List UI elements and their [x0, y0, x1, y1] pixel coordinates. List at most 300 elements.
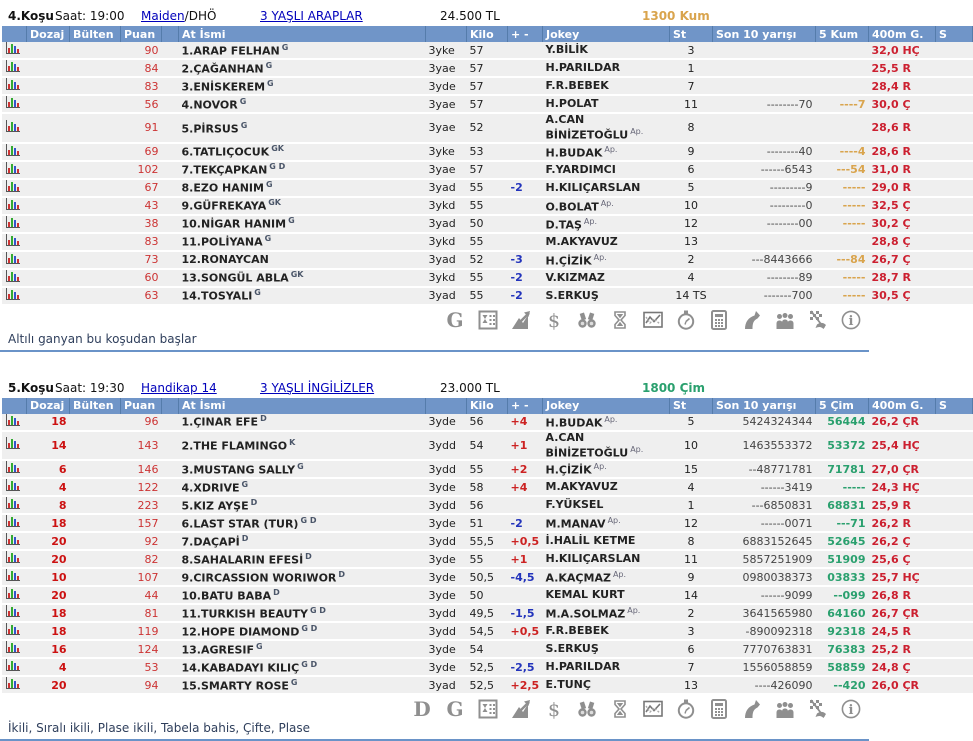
horse-stats-chart-icon[interactable] [2, 414, 27, 431]
cell-delta [508, 233, 543, 251]
horse-stats-chart-icon[interactable] [2, 622, 27, 640]
cell-blank [162, 215, 179, 233]
cell-m400: 29,0 R [869, 179, 936, 197]
cell-age: 3yde [426, 514, 467, 532]
horse-stats-chart-icon[interactable] [2, 233, 27, 251]
apprentice-tag: Ap. [627, 606, 641, 616]
horse-stats-chart-icon[interactable] [2, 676, 27, 694]
jockeys-icon[interactable] [775, 699, 795, 719]
cell-st: 3 [670, 42, 713, 59]
horse-equipment-tag: D [260, 414, 267, 424]
apprentice-tag: Ap. [583, 216, 597, 226]
race-condition [141, 381, 260, 395]
cell-son10: ------9099 [713, 586, 816, 604]
cell-son10: ------0071 [713, 514, 816, 532]
cell-dozaj [27, 197, 70, 215]
column-header-blank [2, 26, 27, 42]
horse-row [2, 514, 973, 532]
cell-last5: --099 [816, 586, 869, 604]
horse-stats-chart-icon[interactable] [2, 550, 27, 568]
race-5-section [0, 379, 947, 741]
cell-last5: ----4 [816, 143, 869, 161]
agf-hourglass-calculator-icon[interactable] [478, 699, 498, 719]
cell-age: 3yde [426, 414, 467, 431]
cell-jokey [543, 233, 670, 251]
cell-jokey [543, 550, 670, 568]
horse-equipment-tag: D [305, 551, 312, 561]
column-header-m400: 400m G. [869, 398, 936, 414]
horse-stats-chart-icon[interactable] [2, 287, 27, 305]
cell-bulten [70, 59, 121, 77]
horse-equipment-tag: G [297, 461, 304, 471]
cell-name [179, 460, 426, 478]
race-condition [141, 9, 260, 23]
horse-equipment-tag: D [250, 497, 258, 507]
horse-equipment-tag: G [267, 78, 274, 88]
jockey-name: M.AKYAVUZ [545, 234, 618, 248]
cell-blank [936, 197, 973, 215]
info-icon[interactable] [841, 699, 861, 719]
horse-row [2, 568, 973, 586]
horse-stats-chart-icon[interactable] [2, 478, 27, 496]
cell-kilo: 55 [467, 550, 508, 568]
cell-m400: 25,7 HÇ [869, 568, 936, 586]
horse-stats-chart-icon[interactable] [2, 514, 27, 532]
cell-puan: 56 [121, 95, 162, 113]
cell-last5: 58859 [816, 658, 869, 676]
jockey-name: O.BOLAT [545, 200, 599, 214]
cell-jokey [543, 179, 670, 197]
cell-m400: 26,2 Ç [869, 532, 936, 550]
finish-flag-icon[interactable] [808, 699, 828, 719]
cell-delta [508, 640, 543, 658]
agf-hourglass-calculator-icon[interactable] [478, 310, 498, 330]
cell-jokey [543, 215, 670, 233]
cell-dozaj: 18 [27, 414, 70, 431]
column-header-delta: + - [508, 398, 543, 414]
cell-delta [508, 143, 543, 161]
horse-name: 11.TURKISH BEAUTY [181, 607, 308, 621]
cell-dozaj [27, 143, 70, 161]
horse-stats-chart-icon[interactable] [2, 95, 27, 113]
cell-age: 3yde [426, 568, 467, 586]
apprentice-tag: Ap. [612, 570, 627, 580]
cell-puan: 102 [121, 161, 162, 179]
cell-blank [936, 233, 973, 251]
cell-bulten [70, 514, 121, 532]
cell-blank [162, 568, 179, 586]
horse-stats-chart-icon[interactable] [2, 143, 27, 161]
cell-jokey [543, 478, 670, 496]
cell-st: 7 [670, 658, 713, 676]
horse-stats-chart-icon[interactable] [2, 42, 27, 59]
binoculars-icon[interactable] [577, 310, 597, 330]
horse-equipment-tag: G [240, 120, 248, 130]
cell-dozaj [27, 42, 70, 59]
jockey-name: D.TAŞ [545, 218, 582, 232]
jockey-name: H.ÇİZİK [545, 254, 592, 268]
cell-blank [162, 514, 179, 532]
table-header-row [2, 26, 973, 42]
performance-chart-icon[interactable] [511, 699, 531, 719]
cell-st: 13 [670, 233, 713, 251]
cell-age: 3yad [426, 676, 467, 694]
column-header-kilo: Kilo [467, 398, 508, 414]
horse-stats-chart-icon[interactable] [2, 586, 27, 604]
cell-last5: 53372 [816, 431, 869, 461]
horse-name: 1.ARAP FELHAN [181, 44, 280, 58]
cell-blank [936, 269, 973, 287]
cell-delta: +0,5 [508, 622, 543, 640]
cell-puan: 223 [121, 496, 162, 514]
horse-equipment-tag: GK [290, 270, 304, 280]
cell-bulten [70, 431, 121, 461]
cell-delta: -3 [508, 251, 543, 269]
cell-puan: 91 [121, 113, 162, 143]
cell-m400: 30,0 Ç [869, 95, 936, 113]
cell-m400: 31,0 R [869, 161, 936, 179]
horse-equipment-tag: G [265, 180, 273, 190]
cell-age: 3ydd [426, 604, 467, 622]
cell-jokey [543, 460, 670, 478]
horse-equipment-tag: GK [271, 144, 284, 154]
ganyan-g-icon[interactable] [445, 697, 465, 722]
column-header-blank [162, 26, 179, 42]
horse-row [2, 586, 973, 604]
binoculars-icon[interactable] [577, 699, 597, 719]
cell-last5: ----- [816, 215, 869, 233]
cell-jokey [543, 640, 670, 658]
cell-son10: 7770763831 [713, 640, 816, 658]
form-graph-icon[interactable] [643, 310, 663, 330]
cell-kilo: 57 [467, 77, 508, 95]
horse-row [2, 287, 973, 305]
horse-stats-chart-icon[interactable] [2, 215, 27, 233]
horse-row [2, 478, 973, 496]
cell-age: 3yde [426, 550, 467, 568]
cell-son10: ------6543 [713, 161, 816, 179]
column-header-blank [426, 398, 467, 414]
horse-icon[interactable] [742, 310, 762, 330]
cell-last5: 03833 [816, 568, 869, 586]
horse-stats-chart-icon[interactable] [2, 77, 27, 95]
cell-bulten [70, 532, 121, 550]
cell-st: 8 [670, 532, 713, 550]
cell-dozaj: 16 [27, 640, 70, 658]
cell-st: 5 [670, 179, 713, 197]
cell-st: 2 [670, 604, 713, 622]
horse-stats-chart-icon[interactable] [2, 431, 27, 461]
horse-stats-chart-icon[interactable] [2, 197, 27, 215]
cell-bulten [70, 622, 121, 640]
cell-blank [162, 59, 179, 77]
jockeys-icon[interactable] [775, 310, 795, 330]
cell-son10 [713, 113, 816, 143]
horse-name: 10.BATU BABA [181, 589, 272, 603]
cell-m400: 28,4 R [869, 77, 936, 95]
cell-age: 3yde [426, 586, 467, 604]
cell-kilo: 50 [467, 586, 508, 604]
cell-st: 9 [670, 568, 713, 586]
horse-stats-chart-icon[interactable] [2, 161, 27, 179]
column-header-last5: 5 Çim [816, 398, 869, 414]
race-footer-note: Altılı ganyan bu koşudan başlar [8, 331, 197, 346]
jockey-name: F.R.BEBEK [545, 79, 609, 92]
horse-stats-chart-icon[interactable] [2, 269, 27, 287]
cell-last5: ----- [816, 478, 869, 496]
horse-equipment-tag: G [239, 96, 247, 106]
cell-m400: 30,2 Ç [869, 215, 936, 233]
horse-equipment-tag: G [290, 677, 298, 687]
horse-name: 15.SMARTY ROSE [181, 679, 289, 693]
horse-name: 6.TATLIÇOCUK [181, 145, 270, 159]
cell-blank [936, 622, 973, 640]
column-header-blank [2, 398, 27, 414]
horse-name: 11.POLİYANA [181, 235, 263, 249]
cell-m400: 24,8 Ç [869, 658, 936, 676]
cell-blank [936, 215, 973, 233]
jockey-name: H.BUDAK [545, 416, 603, 430]
cell-kilo: 57 [467, 42, 508, 59]
cell-st: 13 [670, 676, 713, 694]
cell-son10: -------700 [713, 287, 816, 305]
finish-flag-icon[interactable] [808, 310, 828, 330]
cell-m400: 25,5 R [869, 59, 936, 77]
cell-kilo: 52,5 [467, 676, 508, 694]
horse-row [2, 550, 973, 568]
cell-kilo: 54 [467, 640, 508, 658]
cell-kilo: 52,5 [467, 658, 508, 676]
cell-st: 2 [670, 251, 713, 269]
cell-bulten [70, 42, 121, 59]
horse-row [2, 251, 973, 269]
cell-son10: 3641565980 [713, 604, 816, 622]
cell-blank [162, 604, 179, 622]
race-condition-link[interactable]: Maiden [141, 9, 185, 23]
cell-puan: 107 [121, 568, 162, 586]
cell-blank [162, 586, 179, 604]
cell-son10: 5424324344 [713, 414, 816, 431]
cell-name [179, 676, 426, 694]
cell-bulten [70, 179, 121, 197]
column-header-s: S [936, 26, 973, 42]
cell-bulten [70, 143, 121, 161]
cell-delta: -2 [508, 514, 543, 532]
cell-blank [162, 77, 179, 95]
horse-row [2, 640, 973, 658]
cell-son10: ---8443666 [713, 251, 816, 269]
cell-puan: 92 [121, 532, 162, 550]
horse-stats-chart-icon[interactable] [2, 251, 27, 269]
column-header-bulten: Bülten [70, 398, 121, 414]
horse-name: 12.HOPE DIAMOND [181, 625, 300, 639]
horse-stats-chart-icon[interactable] [2, 59, 27, 77]
race-4-section [0, 7, 947, 352]
cell-name [179, 251, 426, 269]
race-toolbar [0, 695, 871, 720]
cell-age: 3ykd [426, 233, 467, 251]
form-graph-icon[interactable] [643, 699, 663, 719]
horse-stats-chart-icon[interactable] [2, 604, 27, 622]
horse-equipment-tag: G [288, 216, 295, 226]
cell-last5: 68831 [816, 496, 869, 514]
horse-stats-chart-icon[interactable] [2, 568, 27, 586]
cell-puan: 69 [121, 143, 162, 161]
cell-puan: 119 [121, 622, 162, 640]
cell-dozaj: 18 [27, 622, 70, 640]
cell-age: 3yad [426, 215, 467, 233]
cell-m400: 25,9 R [869, 496, 936, 514]
stopwatch-icon[interactable] [676, 699, 696, 719]
cell-name [179, 640, 426, 658]
horse-stats-chart-icon[interactable] [2, 496, 27, 514]
cell-blank [936, 496, 973, 514]
hourglass-icon[interactable] [610, 310, 630, 330]
column-header-delta: + - [508, 26, 543, 42]
horse-stats-chart-icon[interactable] [2, 532, 27, 550]
cell-st: 15 [670, 460, 713, 478]
column-header-name: At İsmi [179, 26, 426, 42]
cell-kilo: 56 [467, 414, 508, 431]
cell-blank [162, 550, 179, 568]
apprentice-tag: Ap. [604, 144, 618, 154]
cell-blank [162, 460, 179, 478]
cell-st: 14 TS [670, 287, 713, 305]
cell-m400: 26,7 ÇR [869, 604, 936, 622]
cell-m400: 32,0 HÇ [869, 42, 936, 59]
cell-puan: 73 [121, 251, 162, 269]
race-category-link[interactable]: 3 YAŞLI ARAPLAR [260, 9, 363, 23]
race-number: 5.Koşu [8, 380, 54, 395]
cell-kilo: 55 [467, 460, 508, 478]
cell-name [179, 59, 426, 77]
cell-m400: 30,5 Ç [869, 287, 936, 305]
column-header-blank [162, 398, 179, 414]
cell-last5: 64160 [816, 604, 869, 622]
race-category [260, 381, 440, 395]
cell-blank [936, 460, 973, 478]
performance-chart-icon[interactable] [511, 310, 531, 330]
cell-bulten [70, 640, 121, 658]
cell-blank [936, 179, 973, 197]
cell-st: 11 [670, 550, 713, 568]
horse-stats-chart-icon[interactable] [2, 179, 27, 197]
horse-name: 3.ENİSKEREM [181, 80, 266, 94]
horse-name: 6.LAST STAR (TUR) [181, 517, 299, 531]
horse-name: 10.NİGAR HANIM [181, 217, 287, 231]
column-header-st: St [670, 398, 713, 414]
horse-stats-chart-icon[interactable] [2, 460, 27, 478]
cell-kilo: 55 [467, 197, 508, 215]
cell-dozaj: 8 [27, 496, 70, 514]
cell-kilo: 54 [467, 431, 508, 461]
cell-m400: 32,5 Ç [869, 197, 936, 215]
cell-last5: ----- [816, 287, 869, 305]
cell-name [179, 496, 426, 514]
dollar-icon[interactable] [544, 699, 564, 722]
cell-puan: 124 [121, 640, 162, 658]
horse-stats-chart-icon[interactable] [2, 113, 27, 143]
jockey-name: S.ERKUŞ [545, 642, 599, 656]
cell-bulten [70, 161, 121, 179]
cell-blank [936, 676, 973, 694]
cell-st: 6 [670, 161, 713, 179]
race-category-link[interactable]: 3 YAŞLI İNGİLİZLER [260, 380, 375, 395]
calculator-icon[interactable] [709, 310, 729, 330]
horse-equipment-tag: G D [301, 623, 318, 633]
cell-puan: 43 [121, 197, 162, 215]
race-condition-link[interactable]: Handikap 14 [141, 380, 217, 395]
cell-bulten [70, 233, 121, 251]
cell-blank [936, 113, 973, 143]
dollar-icon[interactable] [544, 310, 564, 330]
horse-row [2, 161, 973, 179]
cell-m400: 26,7 Ç [869, 251, 936, 269]
cell-blank [936, 42, 973, 59]
column-header-st: St [670, 26, 713, 42]
horse-name: 2.THE FLAMINGO [181, 439, 288, 453]
cell-dozaj [27, 233, 70, 251]
cell-delta: +4 [508, 478, 543, 496]
cell-delta [508, 77, 543, 95]
cell-dozaj [27, 161, 70, 179]
cell-kilo: 53 [467, 143, 508, 161]
cell-delta: +2,5 [508, 676, 543, 694]
cell-bulten [70, 676, 121, 694]
cell-blank [162, 233, 179, 251]
cell-kilo: 57 [467, 95, 508, 113]
cell-last5: ----- [816, 197, 869, 215]
cell-bulten [70, 269, 121, 287]
horse-stats-chart-icon[interactable] [2, 658, 27, 676]
cell-dozaj [27, 113, 70, 143]
cell-m400: 26,2 R [869, 514, 936, 532]
cell-son10: --------00 [713, 215, 816, 233]
daily-d-icon[interactable] [412, 697, 432, 722]
cell-age: 3yad [426, 251, 467, 269]
cell-son10: -890092318 [713, 622, 816, 640]
ganyan-g-icon[interactable] [445, 307, 465, 332]
race-condition-suffix: /DHÖ [184, 9, 217, 23]
stopwatch-icon[interactable] [676, 310, 696, 330]
jockey-name: A.KAÇMAZ [545, 572, 611, 586]
calculator-icon[interactable] [709, 699, 729, 719]
horse-row [2, 676, 973, 694]
cell-jokey [543, 514, 670, 532]
cell-jokey [543, 197, 670, 215]
cell-bulten [70, 251, 121, 269]
cell-delta [508, 95, 543, 113]
race-track-distance: 1300 Kum [642, 9, 710, 23]
cell-jokey [543, 586, 670, 604]
cell-age: 3yde [426, 77, 467, 95]
cell-bulten [70, 550, 121, 568]
cell-bulten [70, 460, 121, 478]
cell-dozaj: 10 [27, 568, 70, 586]
horse-name: 8.EZO HANIM [181, 181, 264, 195]
cell-last5: 51909 [816, 550, 869, 568]
horse-stats-chart-icon[interactable] [2, 640, 27, 658]
jockey-name: H.ÇİZİK [545, 464, 592, 478]
horse-name: 13.SONGÜL ABLA [181, 271, 289, 285]
info-icon[interactable] [841, 310, 861, 330]
horse-icon[interactable] [742, 699, 762, 719]
column-header-jokey: Jokey [543, 26, 670, 42]
hourglass-icon[interactable] [610, 699, 630, 719]
horse-name: 8.SAHALARIN EFESİ [181, 553, 304, 567]
cell-blank [162, 676, 179, 694]
cell-st: 10 [670, 431, 713, 461]
